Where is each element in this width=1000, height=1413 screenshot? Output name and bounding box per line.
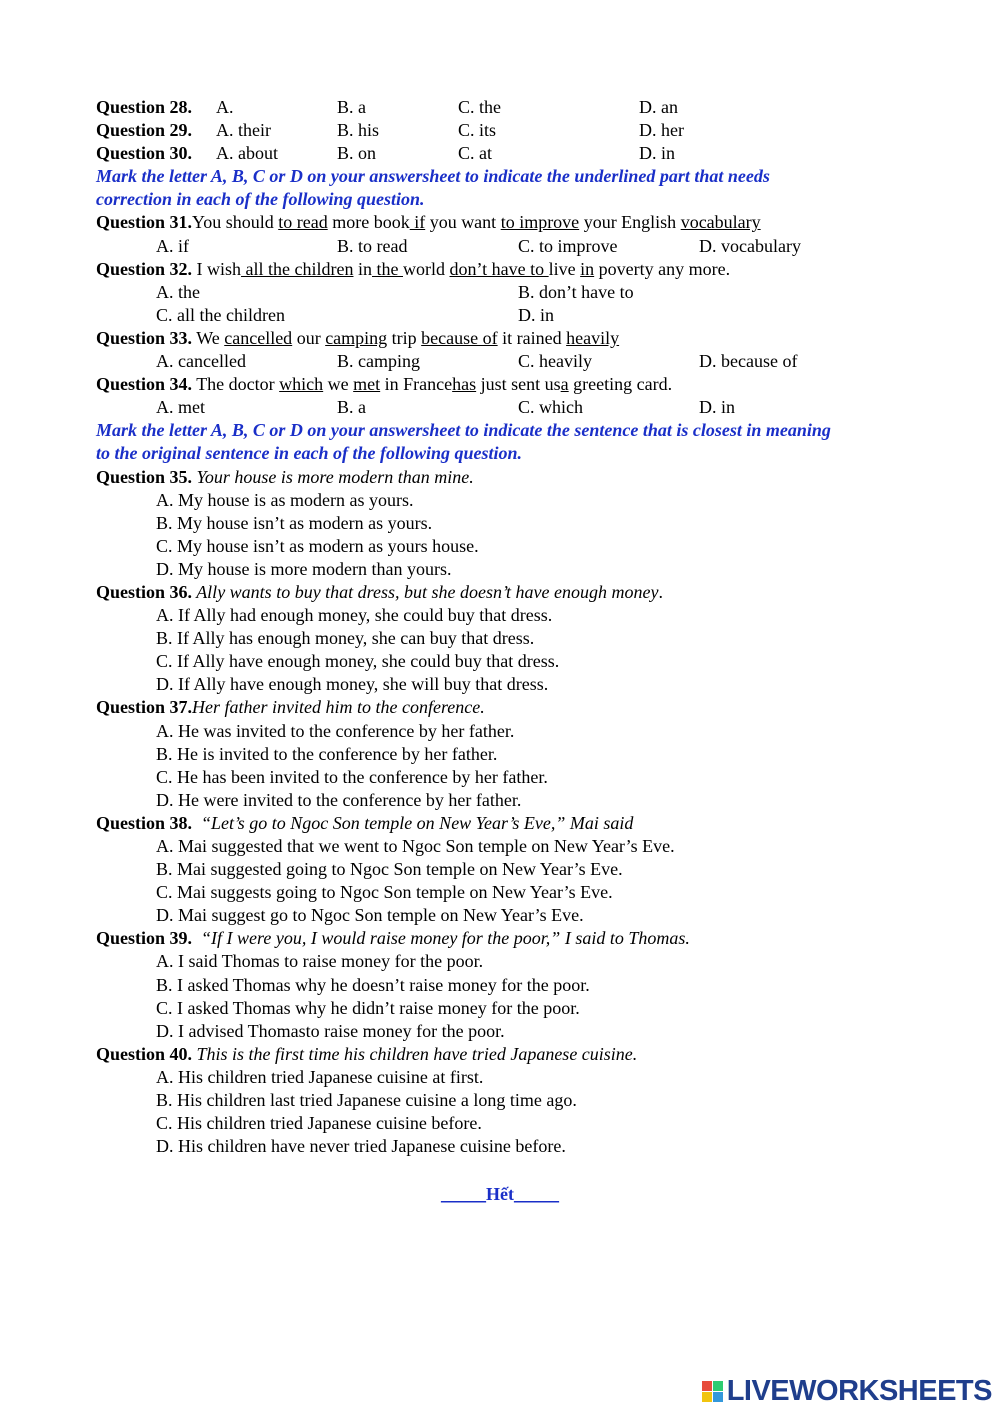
liveworksheets-logo: [702, 1371, 992, 1411]
option-b[interactable]: B. a: [337, 397, 366, 418]
option-c[interactable]: C. He has been invited to the conference by her father.: [156, 766, 548, 787]
stem-tail: .: [658, 581, 663, 602]
option-b[interactable]: B. on: [337, 143, 377, 164]
instruction-line: to the original sentence in each of the following question.: [96, 443, 523, 464]
stem-text: it rained: [497, 327, 567, 348]
stem-text: Her father invited him to the conference.: [192, 697, 485, 718]
question-34-stem: [96, 373, 926, 396]
option-a[interactable]: A. I said Thomas to raise money for the poor.: [156, 951, 484, 972]
option-d[interactable]: D. vocabulary: [699, 235, 801, 256]
option-b[interactable]: B. don’t have to: [518, 281, 634, 302]
underlined-part: a: [560, 374, 569, 395]
underlined-part: all the children: [241, 258, 354, 279]
underlined-part: the: [372, 258, 403, 279]
question-label: Question 38.: [96, 812, 193, 833]
logo-text: LIVEWORKSHEETS: [726, 1374, 992, 1407]
underlined-part: because of: [421, 327, 498, 348]
end-marker: [0, 1184, 1000, 1205]
stem-text: “Let’s go to Ngoc Son temple on New Year’s Eve,” Mai said: [192, 812, 634, 833]
stem-text: This is the first time his children have tried Japanese cuisine.: [192, 1043, 638, 1064]
worksheet-page: [96, 96, 926, 1158]
option-a[interactable]: A. the: [156, 281, 200, 302]
option-d[interactable]: D. in: [639, 143, 675, 164]
option-c[interactable]: C. His children tried Japanese cuisine before.: [156, 1113, 482, 1134]
stem-text: Ally wants to buy that dress, but she doesn’t have enough money: [192, 581, 659, 602]
question-label: Question 33.: [96, 327, 193, 348]
underlined-part: vocabulary: [680, 212, 761, 233]
option-a[interactable]: A. Mai suggested that we went to Ngoc Son temple on New Year’s Eve.: [156, 836, 675, 856]
stem-text: poverty any more.: [594, 258, 731, 279]
option-a[interactable]: A. their: [216, 120, 271, 141]
question-28: [96, 96, 926, 119]
option-b[interactable]: B. Mai suggested going to Ngoc Son temple on New Year’s Eve.: [156, 859, 623, 880]
question-40-stem: [96, 1043, 926, 1066]
option-b[interactable]: B. to read: [337, 235, 408, 256]
underlined-part: cancelled: [224, 327, 293, 348]
instruction-line: correction in each of the following question.: [96, 189, 425, 210]
stem-text: We: [192, 327, 225, 348]
question-35-stem: [96, 466, 926, 489]
stem-text: more book: [327, 212, 410, 233]
instruction-line: Mark the letter A, B, C or D on your answersheet to indicate the underlined part that needs: [96, 166, 770, 187]
stem-text: in: [353, 258, 372, 279]
option-d[interactable]: D. in: [699, 397, 735, 418]
option-d[interactable]: D. If Ally have enough money, she will buy that dress.: [156, 674, 549, 695]
end-rule-right: _____: [513, 1184, 559, 1204]
question-34-options: [96, 396, 926, 419]
stem-text: You should: [192, 212, 279, 233]
question-39-stem: [96, 927, 926, 950]
option-c[interactable]: C. Mai suggests going to Ngoc Son temple on New Year’s Eve.: [156, 882, 613, 903]
end-rule-left: _____: [441, 1184, 486, 1204]
question-31-stem: [96, 211, 926, 234]
option-c[interactable]: C. I asked Thomas why he didn’t raise money for the poor.: [156, 997, 580, 1018]
question-33-options: [96, 350, 926, 373]
stem-text: “If I were you, I would raise money for the poor,” I said to Thomas.: [192, 928, 690, 949]
option-c[interactable]: C. the: [458, 97, 501, 117]
question-label: Question 40.: [96, 1043, 193, 1064]
option-b[interactable]: B. a: [337, 97, 366, 117]
underlined-part: which: [279, 374, 324, 395]
stem-text: The doctor: [192, 374, 280, 395]
question-33-stem: [96, 327, 926, 350]
option-b[interactable]: B. My house isn’t as modern as yours.: [156, 512, 433, 533]
question-32-options-row1: [96, 281, 926, 304]
stem-text: in France: [380, 374, 453, 395]
question-29: [96, 119, 926, 142]
stem-text: I wish: [192, 258, 242, 279]
question-label: Question 35.: [96, 466, 193, 487]
option-c[interactable]: C. which: [518, 397, 583, 418]
underlined-part: don’t have to: [449, 258, 549, 279]
stem-text: just sent us: [476, 374, 561, 395]
option-d[interactable]: D. her: [639, 120, 684, 141]
option-d[interactable]: D. His children have never tried Japanese cuisine before.: [156, 1136, 566, 1157]
underlined-part: to improve: [500, 212, 580, 233]
question-32-options-row2: [96, 304, 926, 327]
end-word: Hết: [486, 1184, 514, 1204]
question-30: [96, 142, 926, 165]
option-c[interactable]: C. My house isn’t as modern as yours house.: [156, 535, 479, 556]
option-c[interactable]: C. its: [458, 120, 497, 141]
question-37-stem: [96, 696, 926, 719]
underlined-part: if: [409, 212, 426, 233]
option-c[interactable]: C. at: [458, 143, 492, 164]
stem-text: we: [323, 374, 354, 395]
stem-text: our: [292, 327, 326, 348]
option-a[interactable]: A. cancelled: [156, 351, 246, 372]
option-c[interactable]: C. all the children: [156, 304, 285, 325]
option-d[interactable]: D. because of: [699, 351, 798, 372]
option-a[interactable]: A. If Ally had enough money, she could buy that dress.: [156, 605, 553, 626]
underlined-part: in: [580, 258, 595, 279]
option-b[interactable]: B. his: [337, 120, 380, 141]
option-a[interactable]: A. if: [156, 235, 189, 256]
question-label: Question 36.: [96, 581, 193, 602]
option-b[interactable]: B. I asked Thomas why he doesn’t raise money for the poor.: [156, 974, 590, 995]
option-d[interactable]: D. I advised Thomasto raise money for the poor.: [156, 1020, 505, 1041]
option-c[interactable]: C. to improve: [518, 235, 618, 256]
underlined-part: to read: [278, 212, 328, 233]
option-a[interactable]: A. about: [216, 143, 278, 164]
question-38-stem: [96, 812, 926, 835]
question-31-options: [96, 235, 926, 258]
stem-text: greeting card.: [568, 374, 673, 395]
question-36-stem: [96, 581, 926, 604]
option-d[interactable]: D. He were invited to the conference by her father.: [156, 789, 522, 810]
underlined-part: met: [353, 374, 381, 395]
stem-text: your English: [579, 212, 681, 233]
option-d[interactable]: D. Mai suggest go to Ngoc Son temple on New Year’s Eve.: [156, 905, 584, 926]
underlined-part: camping: [325, 327, 388, 348]
option-c[interactable]: C. If Ally have enough money, she could buy that dress.: [156, 651, 560, 672]
option-b[interactable]: B. If Ally has enough money, she can buy that dress.: [156, 628, 535, 649]
option-d[interactable]: D. My house is more modern than yours.: [156, 558, 452, 579]
question-label: Question 29.: [96, 120, 193, 141]
option-c[interactable]: C. heavily: [518, 351, 592, 372]
option-a[interactable]: A. My house is as modern as yours.: [156, 489, 414, 510]
underlined-part: heavily: [566, 327, 620, 348]
question-label: Question 32.: [96, 258, 193, 279]
option-a[interactable]: A.: [216, 97, 234, 117]
option-b[interactable]: B. camping: [337, 351, 420, 372]
question-32-stem: [96, 258, 926, 281]
option-a[interactable]: A. met: [156, 397, 205, 418]
stem-text: world: [403, 258, 450, 279]
question-label: Question 39.: [96, 928, 193, 949]
question-label: Question 37.: [96, 697, 193, 718]
option-d[interactable]: D. an: [639, 97, 678, 117]
underlined-part: has: [452, 374, 477, 395]
stem-text: live: [548, 258, 581, 279]
question-label: Question 30.: [96, 143, 193, 164]
stem-text: you want: [425, 212, 501, 233]
option-a[interactable]: A. He was invited to the conference by her father.: [156, 720, 515, 741]
question-label: Question 34.: [96, 374, 193, 395]
option-b[interactable]: B. His children last tried Japanese cuisine a long time ago.: [156, 1090, 577, 1111]
option-d[interactable]: D. in: [518, 304, 554, 325]
question-label: Question 28.: [96, 97, 193, 117]
stem-text: trip: [387, 327, 422, 348]
question-label: Question 31.: [96, 212, 193, 233]
option-b[interactable]: B. He is invited to the conference by her father.: [156, 743, 498, 764]
option-a[interactable]: A. His children tried Japanese cuisine at first.: [156, 1066, 484, 1087]
instruction-line: Mark the letter A, B, C or D on your answersheet to indicate the sentence that is closest in meaning: [96, 420, 831, 441]
logo-cube-icon: [702, 1381, 723, 1402]
stem-text: Your house is more modern than mine.: [192, 466, 474, 487]
